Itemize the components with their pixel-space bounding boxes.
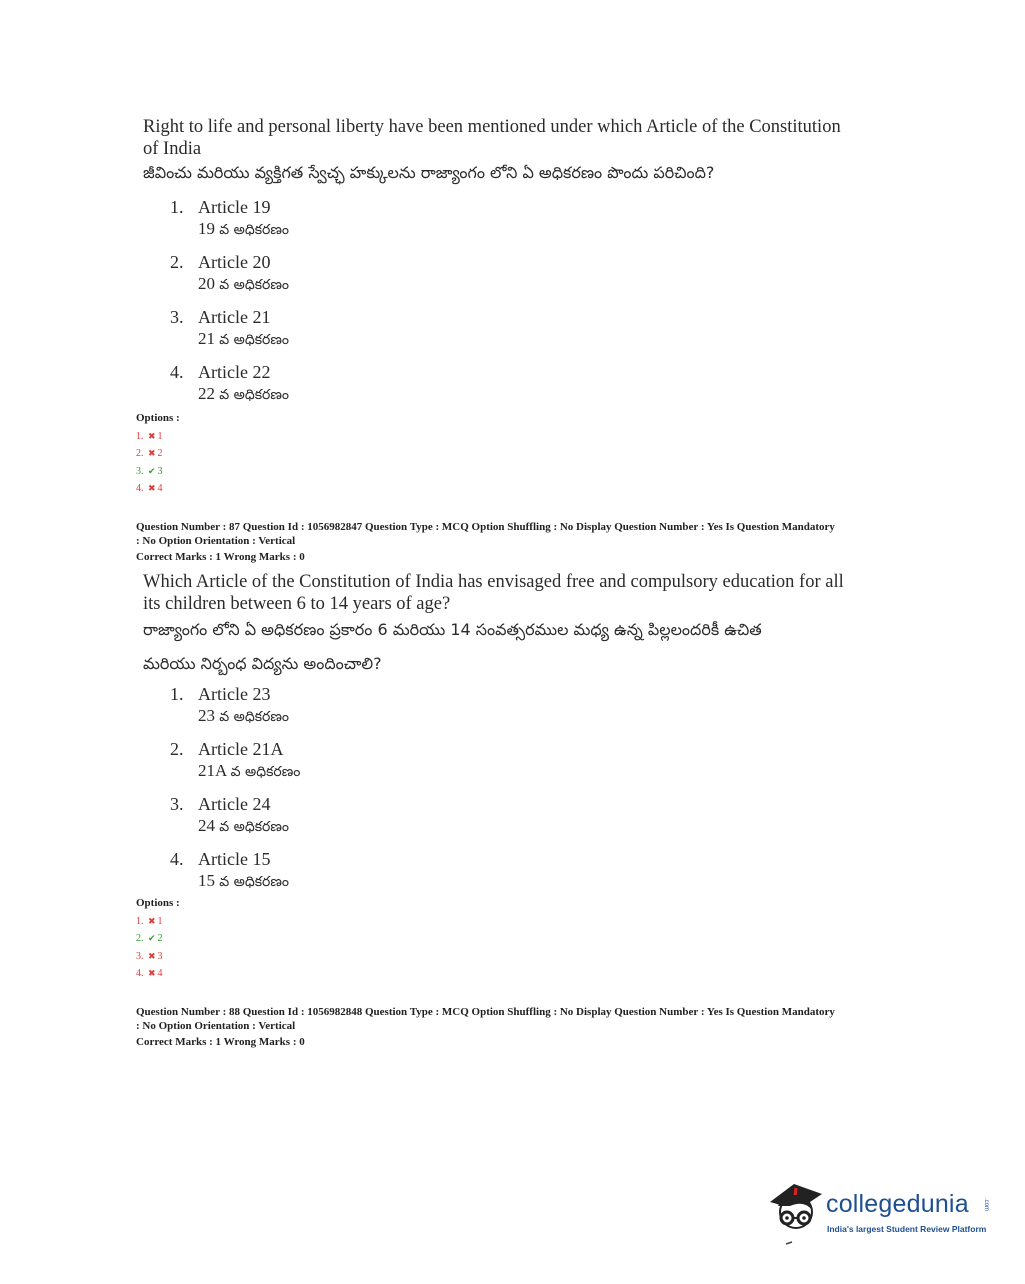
question-text-en: of India bbox=[143, 139, 202, 159]
answer-index: 4. bbox=[136, 483, 144, 494]
answer-row bbox=[136, 480, 180, 498]
option-text-te bbox=[198, 328, 289, 351]
question-text-en: its children between 6 to 14 years of age? bbox=[143, 594, 451, 614]
question-meta-line: Question Number : 88 Question Id : 1056982848 Question Type : MCQ Option Shuffling : No Display Question Number : Yes Is Question Mandatory bbox=[136, 1006, 835, 1018]
cross-icon: ✖ bbox=[148, 483, 156, 493]
collegedunia-logo[interactable] bbox=[766, 1176, 996, 1246]
answer-index: 4. bbox=[136, 968, 144, 979]
option-te-label: వ అధికరణం bbox=[219, 222, 290, 238]
answer-value: 4 bbox=[157, 483, 163, 494]
option-text-en: Article 21A bbox=[198, 739, 284, 759]
check-icon: ✔ bbox=[148, 465, 156, 476]
answer-value: 1 bbox=[157, 430, 163, 442]
question-text-te: జీవించు మరియు వ్యక్తిగత స్వేచ్ఛ హక్కులను రాజ్యాంగం లోని ఏ అధికరణం పొందు పరిచింది? bbox=[143, 163, 715, 182]
option-te-label: వ అధికరణం bbox=[219, 709, 290, 725]
option-item bbox=[170, 196, 289, 241]
logo-domain: .com bbox=[983, 1198, 989, 1212]
cross-icon: ✖ bbox=[148, 950, 156, 961]
option-number: 1. bbox=[170, 197, 184, 217]
mascot-icon bbox=[766, 1176, 826, 1246]
question-text-en: Right to life and personal liberty have been mentioned under which Article of the Constitution bbox=[143, 117, 841, 137]
answer-index: 3. bbox=[136, 950, 144, 962]
option-item bbox=[170, 683, 289, 728]
answer-index: 2. bbox=[136, 448, 144, 459]
option-number: 2. bbox=[170, 252, 184, 272]
question-meta-line: Question Number : 87 Question Id : 1056982847 Question Type : MCQ Option Shuffling : No Display Question Number : Yes Is Question Mandatory bbox=[136, 521, 835, 533]
option-number: 2. bbox=[170, 739, 184, 759]
answer-value: 3 bbox=[157, 465, 163, 477]
answer-index: 2. bbox=[136, 933, 144, 944]
option-te-number: 20 bbox=[198, 274, 215, 293]
option-text-en: Article 22 bbox=[198, 362, 271, 382]
answer-row bbox=[136, 445, 180, 463]
question-meta-line: : No Option Orientation : Vertical bbox=[136, 535, 296, 547]
answer-index: 3. bbox=[136, 465, 144, 477]
option-text-te bbox=[198, 870, 289, 893]
option-te-label: వ అధికరణం bbox=[219, 387, 290, 403]
option-number: 4. bbox=[170, 362, 184, 382]
question-text-en: Which Article of the Constitution of India has envisaged free and compulsory education for all bbox=[143, 572, 844, 592]
answer-value: 3 bbox=[157, 950, 163, 962]
option-item bbox=[170, 793, 289, 838]
cross-icon: ✖ bbox=[148, 430, 156, 441]
question-text-te: రాజ్యాంగం లోని ఏ అధికరణం ప్రకారం 6 మరియు 14 సంవత్సరముల మధ్య ఉన్న పిల్లలందరికీ ఉచిత bbox=[143, 620, 762, 639]
cross-icon: ✖ bbox=[148, 448, 156, 458]
option-number: 1. bbox=[170, 684, 184, 704]
option-te-number: 23 bbox=[198, 706, 215, 725]
answer-row bbox=[136, 930, 180, 948]
option-te-number: 21 bbox=[198, 329, 215, 348]
option-text-en: Article 15 bbox=[198, 849, 271, 869]
option-text-te bbox=[198, 815, 289, 838]
option-item bbox=[170, 251, 289, 296]
option-text-te bbox=[198, 383, 289, 406]
option-text-en: Article 21 bbox=[198, 307, 271, 327]
option-text-en: Article 19 bbox=[198, 197, 271, 217]
logo-tagline: India's largest Student Review Platform bbox=[827, 1224, 987, 1234]
option-te-number: 22 bbox=[198, 384, 215, 403]
option-text-en: Article 20 bbox=[198, 252, 271, 272]
question-meta bbox=[136, 520, 906, 564]
option-item bbox=[170, 848, 289, 893]
answer-value: 2 bbox=[157, 448, 163, 459]
option-number: 3. bbox=[170, 307, 184, 327]
answer-options-label: Options : bbox=[136, 897, 180, 909]
option-te-label: వ అధికరణం bbox=[219, 277, 290, 293]
answer-value: 1 bbox=[157, 915, 163, 927]
option-item bbox=[170, 306, 289, 351]
answer-row bbox=[136, 965, 180, 983]
option-te-label: వ అధికరణం bbox=[219, 819, 290, 835]
option-item bbox=[170, 361, 289, 406]
option-te-label: వ అధికరణం bbox=[219, 874, 290, 890]
option-number: 4. bbox=[170, 849, 184, 869]
answer-index: 1. bbox=[136, 430, 144, 442]
question-text bbox=[143, 571, 863, 675]
question-marks: Correct Marks : 1 Wrong Marks : 0 bbox=[136, 551, 305, 563]
option-te-number: 21A bbox=[198, 761, 227, 780]
check-icon: ✔ bbox=[148, 933, 156, 943]
answer-options-label: Options : bbox=[136, 412, 180, 424]
option-text-en: Article 23 bbox=[198, 684, 271, 704]
option-te-label: వ అధికరణం bbox=[230, 764, 301, 780]
option-text-te bbox=[198, 705, 289, 728]
option-te-number: 19 bbox=[198, 219, 215, 238]
answer-row bbox=[136, 463, 180, 481]
cross-icon: ✖ bbox=[148, 915, 156, 926]
answer-options bbox=[136, 895, 180, 983]
option-text-te bbox=[198, 273, 289, 296]
option-te-number: 15 bbox=[198, 871, 215, 890]
option-item bbox=[170, 738, 300, 783]
logo-wordmark: collegedunia bbox=[826, 1190, 969, 1218]
option-number: 3. bbox=[170, 794, 184, 814]
question-marks: Correct Marks : 1 Wrong Marks : 0 bbox=[136, 1036, 305, 1048]
question-meta bbox=[136, 1005, 906, 1049]
question-text bbox=[143, 116, 863, 184]
answer-row bbox=[136, 913, 180, 931]
answer-options bbox=[136, 410, 180, 498]
option-text-te bbox=[198, 760, 300, 783]
option-text-te bbox=[198, 218, 289, 241]
question-meta-line: : No Option Orientation : Vertical bbox=[136, 1020, 296, 1032]
answer-index: 1. bbox=[136, 915, 144, 927]
option-te-label: వ అధికరణం bbox=[219, 332, 290, 348]
option-te-number: 24 bbox=[198, 816, 215, 835]
answer-value: 4 bbox=[157, 968, 163, 979]
answer-row bbox=[136, 948, 180, 966]
answer-value: 2 bbox=[157, 933, 163, 944]
option-text-en: Article 24 bbox=[198, 794, 271, 814]
cross-icon: ✖ bbox=[148, 968, 156, 978]
question-text-te: మరియు నిర్బంధ విద్యను అందించాలి? bbox=[143, 654, 382, 673]
answer-row bbox=[136, 428, 180, 446]
